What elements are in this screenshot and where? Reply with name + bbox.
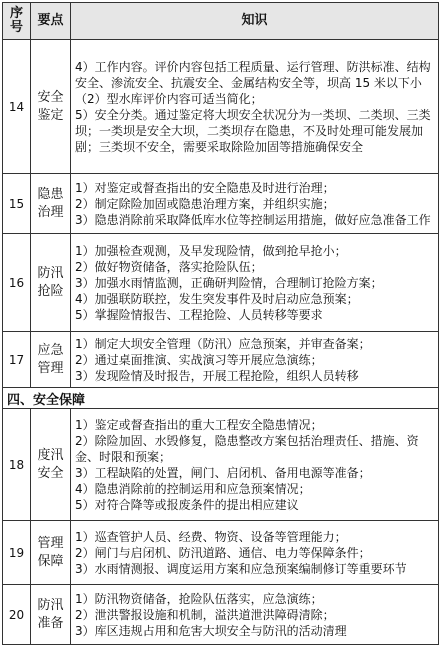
knowledge-item: 1）巡查管护人员、经费、物资、设备等管理能力； — [75, 529, 347, 544]
table-row — [3, 40, 439, 174]
topic-line: 管理 — [37, 535, 64, 551]
section-row — [3, 388, 439, 409]
row-topic — [31, 40, 71, 174]
table-row — [3, 409, 439, 521]
row-knowledge — [71, 40, 439, 174]
row-topic — [31, 409, 71, 521]
header-seq-line-1: 序 — [9, 6, 23, 21]
row-knowledge — [71, 521, 439, 585]
knowledge-item: 3）工程缺陷的处置，闸门、启闭机、备用电源等准备； — [75, 465, 371, 480]
knowledge-item: 3）水雨情测报、调度运用方案和应急预案编制修订等重要环节 — [75, 561, 407, 576]
table-row — [3, 234, 439, 332]
row-number: 16 — [3, 234, 31, 332]
table-row — [3, 585, 439, 645]
topic-line: 治理 — [37, 204, 64, 220]
table-row — [3, 174, 439, 234]
topic-line: 防汛 — [37, 265, 64, 281]
knowledge-item: 2）制定除险加固或隐患治理方案，并组织实施； — [75, 196, 335, 211]
header-knowledge: 知识 — [71, 3, 439, 40]
knowledge-item: 4）隐患消除前的控制运用和应急预案情况； — [75, 481, 311, 496]
knowledge-item: 4）加强联防联控，发生突发事件及时启动应急预案； — [75, 291, 359, 306]
table-row — [3, 521, 439, 585]
knowledge-item: 3）加强水雨情监测，正确研判险情，合理制订抢险方案； — [75, 275, 383, 290]
knowledge-item: 1）防汛物资储备，抢险队伍落实，应急演练； — [75, 591, 323, 606]
row-number: 14 — [3, 40, 31, 174]
table-body-part-2 — [3, 409, 439, 645]
knowledge-item: 1）对鉴定或督查指出的安全隐患及时进行治理； — [75, 180, 335, 195]
topic-line: 防汛 — [37, 597, 64, 613]
row-knowledge — [71, 585, 439, 645]
row-number: 18 — [3, 409, 31, 521]
topic-line: 安全 — [37, 465, 64, 481]
table-body-part-1 — [3, 40, 439, 388]
table-row — [3, 332, 439, 388]
knowledge-table — [2, 2, 439, 645]
knowledge-item: 2）除险加固、水毁修复，隐患整改方案包括治理责任、措施、资金、时限和预案； — [75, 433, 419, 464]
header-seq — [3, 3, 31, 40]
knowledge-item: 3）库区违规占用和危害大坝安全与防汛的活动清理 — [75, 623, 347, 638]
topic-line: 度汛 — [37, 447, 64, 463]
knowledge-item: 3）发现险情及时报告，开展工程抢险，组织人员转移 — [75, 368, 359, 383]
row-knowledge — [71, 234, 439, 332]
knowledge-item: 3）隐患消除前采取降低库水位等控制运用措施，做好应急准备工作 — [75, 212, 431, 227]
knowledge-item: 1）鉴定或督查指出的重大工程安全隐患情况； — [75, 417, 323, 432]
row-knowledge — [71, 409, 439, 521]
topic-line: 保障 — [37, 553, 64, 569]
knowledge-item: 2）做好物资储备，落实抢险队伍； — [75, 259, 263, 274]
knowledge-item: 4）工作内容。评价内容包括工程质量、运行管理、防洪标准、结构安全、渗流安全、抗震安全、金属结构安全等，坝高 15 米以下小（2）型水库评价内容可适当简化； — [75, 59, 431, 106]
header-seq-line-2: 号 — [9, 20, 23, 35]
topic-line: 准备 — [37, 615, 64, 631]
row-topic — [31, 521, 71, 585]
knowledge-item: 2）通过桌面推演、实战演习等开展应急演练； — [75, 352, 323, 367]
row-number: 17 — [3, 332, 31, 388]
topic-line: 抢险 — [37, 283, 64, 299]
knowledge-item: 5）安全分类。通过鉴定将大坝安全状况分为一类坝、二类坝、三类坝；一类坝是安全大坝，二类坝存在隐患，不及时处理可能发展加剧；三类坝不安全，需要采取除险加固等措施确保安全 — [75, 107, 431, 154]
knowledge-item: 2）泄洪警报设施和机制，溢洪道泄洪障碍清除； — [75, 607, 335, 622]
section-title: 四、安全保障 — [3, 388, 439, 409]
row-topic — [31, 174, 71, 234]
row-knowledge — [71, 332, 439, 388]
knowledge-item: 1）加强检查观测，及早发现险情，做到抢早抢小； — [75, 243, 347, 258]
topic-line: 管理 — [37, 360, 64, 376]
row-number: 19 — [3, 521, 31, 585]
knowledge-item: 5）对符合降等或报废条件的提出相应建议 — [75, 497, 299, 512]
row-topic — [31, 332, 71, 388]
topic-line: 隐患 — [37, 186, 64, 202]
row-number: 20 — [3, 585, 31, 645]
table-header-row — [3, 3, 439, 40]
knowledge-item: 5）掌握险情报告、工程抢险、人员转移等要求 — [75, 307, 323, 322]
topic-line: 鉴定 — [37, 107, 64, 123]
knowledge-item: 1）制定大坝安全管理（防汛）应急预案，并审查备案； — [75, 336, 371, 351]
row-number: 15 — [3, 174, 31, 234]
topic-line: 安全 — [37, 89, 64, 105]
row-knowledge — [71, 174, 439, 234]
header-topic: 要点 — [31, 3, 71, 40]
row-topic — [31, 585, 71, 645]
knowledge-item: 2）闸门与启闭机、防汛道路、通信、电力等保障条件； — [75, 545, 371, 560]
topic-line: 应急 — [37, 342, 64, 358]
row-topic — [31, 234, 71, 332]
